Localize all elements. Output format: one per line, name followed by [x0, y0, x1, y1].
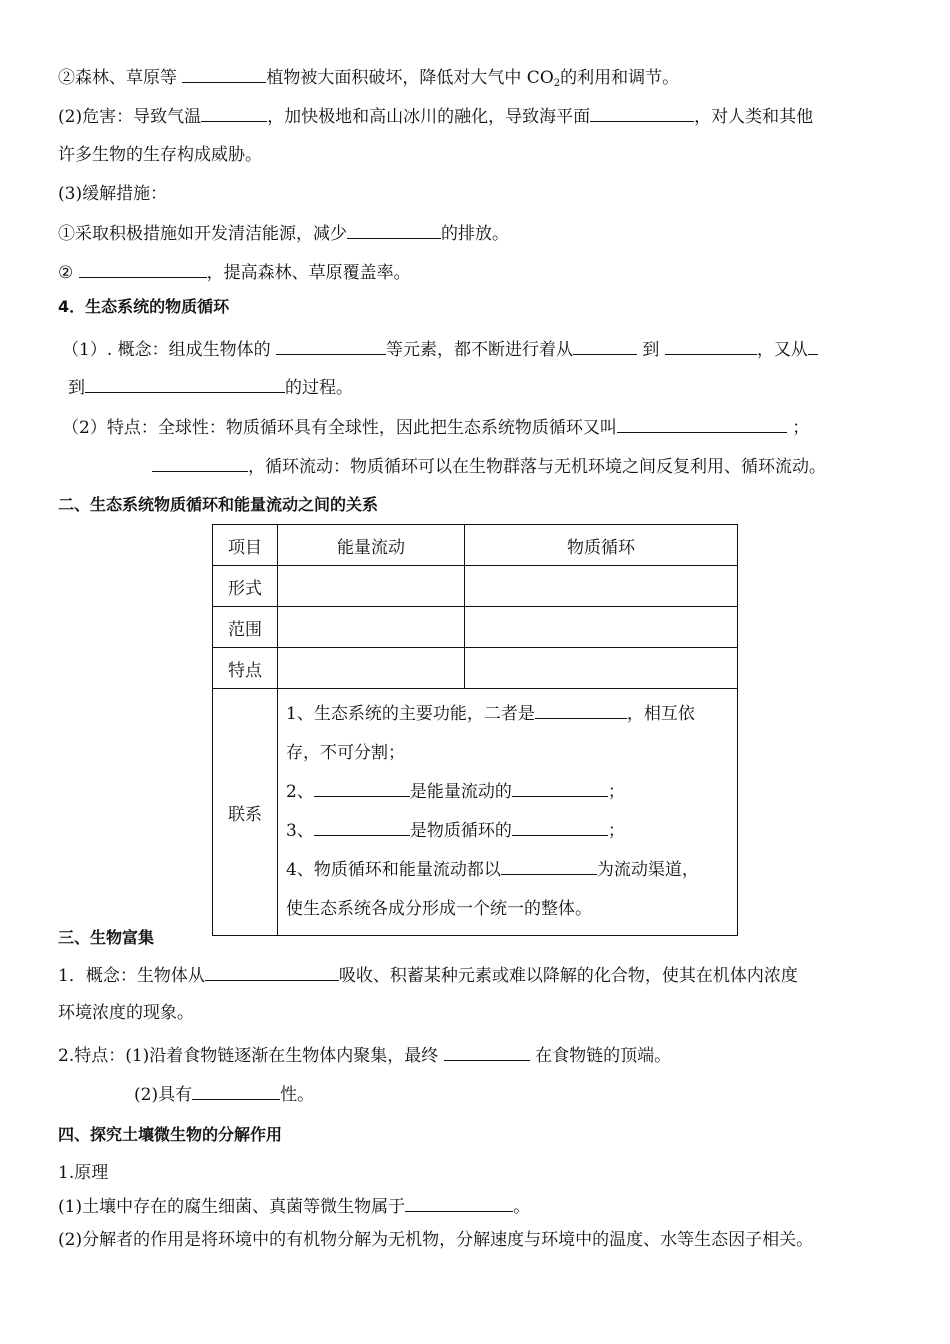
row-label: 特点	[213, 648, 278, 689]
text-line: （2）特点：全球性：物质循环具有全球性，因此把生态系统物质循环又叫 ；	[62, 414, 809, 441]
answer-cell[interactable]	[465, 648, 738, 689]
fill-blank[interactable]	[665, 336, 757, 355]
table-header: 能量流动	[278, 525, 465, 566]
text-line: ①采取积极措施如开发清洁能源，减少 的排放。	[58, 220, 509, 247]
fill-blank[interactable]	[182, 64, 266, 83]
fill-blank[interactable]	[444, 1042, 530, 1061]
text-line: 1.原理	[58, 1163, 109, 1183]
text-line: (2)分解者的作用是将环境中的有机物分解为无机物，分解速度与环境中的温度、水等生态因子相关。	[58, 1230, 814, 1250]
section-heading: 二、生态系统物质循环和能量流动之间的关系	[58, 495, 379, 514]
fill-blank[interactable]	[808, 336, 818, 355]
fill-blank[interactable]	[314, 817, 410, 836]
fill-blank[interactable]	[152, 453, 248, 472]
fill-blank[interactable]	[617, 414, 787, 433]
fill-blank[interactable]	[201, 103, 267, 122]
fill-blank[interactable]	[79, 259, 207, 278]
fill-blank[interactable]	[535, 700, 627, 719]
answer-cell[interactable]	[465, 566, 738, 607]
answer-cell[interactable]	[278, 607, 465, 648]
text-line: 1．概念：生物体从 吸收、积蓄某种元素或难以降解的化合物，使其在机体内浓度	[58, 962, 798, 989]
fill-blank[interactable]	[192, 1081, 280, 1100]
text-line: （1）. 概念：组成生物体的 等元素，都不断进行着从 到 ，又从	[62, 336, 818, 363]
fill-blank[interactable]	[85, 374, 285, 393]
text-line: 许多生物的生存构成威胁。	[58, 145, 262, 165]
fill-blank[interactable]	[501, 856, 597, 875]
text-line: ② ，提高森林、草原覆盖率。	[58, 259, 411, 286]
text-line: ，循环流动：物质循环可以在生物群落与无机环境之间反复利用、循环流动。	[152, 453, 826, 480]
text-line: 2.特点：(1)沿着食物链逐渐在生物体内聚集，最终 在食物链的顶端。	[58, 1042, 671, 1069]
text-line: 环境浓度的现象。	[58, 1003, 194, 1023]
row-label: 形式	[213, 566, 278, 607]
fill-blank[interactable]	[314, 778, 410, 797]
fill-blank[interactable]	[276, 336, 386, 355]
text-line: ②森林、草原等 植物被大面积破坏，降低对大气中 $CO_2$的利用和调节。	[58, 64, 679, 97]
section-heading: 三、生物富集	[58, 928, 155, 947]
section-heading: 四、探究土壤微生物的分解作用	[58, 1125, 283, 1144]
text-line: (2)危害：导致气温 ，加快极地和高山冰川的融化，导致海平面 ，对人类和其他	[58, 103, 813, 130]
fill-blank[interactable]	[573, 336, 637, 355]
fill-blank[interactable]	[590, 103, 694, 122]
link-cell: 1、生态系统的主要功能，二者是 ，相互依 存，不可分割； 2、 是能量流动的 ； 3、 是物质循环的 ； 4、物质循环和能量流动都以 为流动渠道， 使生态系统各成分形成一个统一的整体。	[278, 689, 738, 936]
answer-cell[interactable]	[465, 607, 738, 648]
table-header: 物质循环	[465, 525, 738, 566]
table-header: 项目	[213, 525, 278, 566]
text-line: (2)具有 性。	[134, 1081, 314, 1108]
fill-blank[interactable]	[405, 1193, 513, 1212]
fill-blank[interactable]	[512, 778, 608, 797]
fill-blank[interactable]	[347, 220, 441, 239]
text-line: 到 的过程。	[68, 374, 353, 401]
answer-cell[interactable]	[278, 648, 465, 689]
fill-blank[interactable]	[512, 817, 608, 836]
text-line: (1)土壤中存在的腐生细菌、真菌等微生物属于 。	[58, 1193, 530, 1220]
answer-cell[interactable]	[278, 566, 465, 607]
row-label: 联系	[213, 689, 278, 936]
section-heading: 4．生态系统的物质循环	[58, 297, 230, 316]
text-line: (3)缓解措施：	[58, 184, 168, 204]
row-label: 范围	[213, 607, 278, 648]
relation-table	[212, 524, 738, 936]
fill-blank[interactable]	[205, 962, 339, 981]
